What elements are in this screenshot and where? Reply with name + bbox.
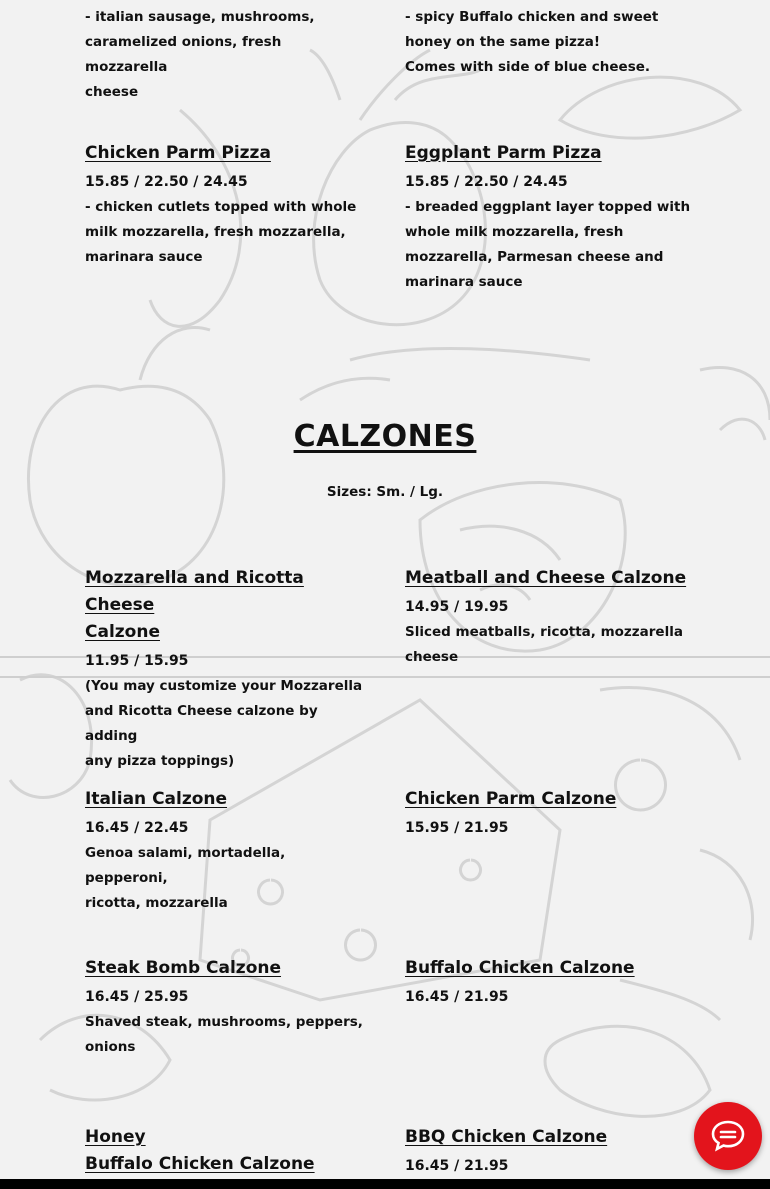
description-line: cheese xyxy=(405,649,459,665)
top-right-item-description xyxy=(405,5,695,80)
description-line: marinara sauce xyxy=(405,274,523,290)
sizes-note: Sizes: Sm. / Lg. xyxy=(326,484,444,500)
menu-item-price: 16.45 / 21.95 xyxy=(405,989,509,1005)
description-line: milk mozzarella, fresh mozzarella, xyxy=(85,224,346,240)
menu-item-title[interactable]: Eggplant Parm Pizza xyxy=(405,143,602,163)
menu-item-price: 16.45 / 22.45 xyxy=(85,820,189,836)
title-line: Mozzarella and Ricotta Cheese xyxy=(85,568,304,615)
menu-item-price: 16.45 / 21.95 xyxy=(405,1158,509,1174)
description-line: any pizza toppings) xyxy=(85,753,235,769)
menu-item-price: 15.85 / 22.50 / 24.45 xyxy=(405,174,568,190)
menu-item-title[interactable] xyxy=(85,1124,365,1178)
menu-item-price: 15.95 / 21.95 xyxy=(405,820,509,836)
description-line: caramelized onions, fresh mozzarella xyxy=(85,34,282,75)
menu-item-honey-buffalo-chicken-calzone xyxy=(85,1124,365,1178)
description-line: ricotta, mozzarella xyxy=(85,895,228,911)
description-line: and Ricotta Cheese calzone by adding xyxy=(85,703,318,744)
title-line: Calzone xyxy=(85,622,160,642)
description-line: Shaved steak, mushrooms, peppers, xyxy=(85,1014,363,1030)
menu-item-italian-calzone xyxy=(85,786,365,916)
menu-item-price: 15.85 / 22.50 / 24.45 xyxy=(85,174,248,190)
menu-item-meatball-cheese-calzone xyxy=(405,565,695,670)
description-line: Genoa salami, mortadella, pepperoni, xyxy=(85,845,286,886)
menu-item-chicken-parm-calzone xyxy=(405,786,695,841)
bottom-bar xyxy=(0,1179,770,1189)
description-line: - spicy Buffalo chicken and sweet xyxy=(405,9,659,25)
description-line: honey on the same pizza! xyxy=(405,34,600,50)
chat-button[interactable] xyxy=(694,1102,762,1170)
menu-item-price: 14.95 / 19.95 xyxy=(405,599,509,615)
menu-item-bbq-chicken-calzone xyxy=(405,1124,695,1179)
menu-item-mozzarella-ricotta-calzone xyxy=(85,565,365,774)
menu-item-steak-bomb-calzone xyxy=(85,955,365,1060)
menu-item-price: 11.95 / 15.95 xyxy=(85,653,189,669)
menu-item-title[interactable]: Italian Calzone xyxy=(85,789,228,809)
menu-item-title[interactable] xyxy=(85,565,365,646)
menu-item-title[interactable]: Chicken Parm Pizza xyxy=(85,143,271,163)
menu-item-eggplant-parm-pizza xyxy=(405,140,695,295)
menu-item-chicken-parm-pizza xyxy=(85,140,365,270)
description-line: onions xyxy=(85,1039,136,1055)
menu-item-title[interactable]: Steak Bomb Calzone xyxy=(85,958,282,978)
menu-item-buffalo-chicken-calzone xyxy=(405,955,695,1010)
menu-item-title[interactable]: Meatball and Cheese Calzone xyxy=(405,568,687,588)
description-line: Comes with side of blue cheese. xyxy=(405,59,651,75)
description-line: - breaded eggplant layer topped with xyxy=(405,199,691,215)
description-line: - italian sausage, mushrooms, xyxy=(85,9,315,25)
description-line: mozzarella, Parmesan cheese and xyxy=(405,249,664,265)
menu-item-price: 16.45 / 25.95 xyxy=(85,989,189,1005)
description-line: marinara sauce xyxy=(85,249,203,265)
description-line: whole milk mozzarella, fresh xyxy=(405,224,624,240)
description-line: cheese xyxy=(85,84,139,100)
description-line: (You may customize your Mozzarella xyxy=(85,678,363,694)
description-line: Sliced meatballs, ricotta, mozzarella xyxy=(405,624,683,640)
menu-item-title[interactable]: BBQ Chicken Calzone xyxy=(405,1127,608,1147)
menu-item-title[interactable]: Chicken Parm Calzone xyxy=(405,789,617,809)
menu-item-title[interactable]: Buffalo Chicken Calzone xyxy=(405,958,635,978)
description-line: - chicken cutlets topped with whole xyxy=(85,199,357,215)
chat-bubble-icon xyxy=(709,1117,747,1155)
title-line: Honey xyxy=(85,1127,146,1147)
section-title-calzones: CALZONES xyxy=(293,419,477,454)
top-left-item-description xyxy=(85,5,365,105)
title-line: Buffalo Chicken Calzone xyxy=(85,1154,315,1174)
